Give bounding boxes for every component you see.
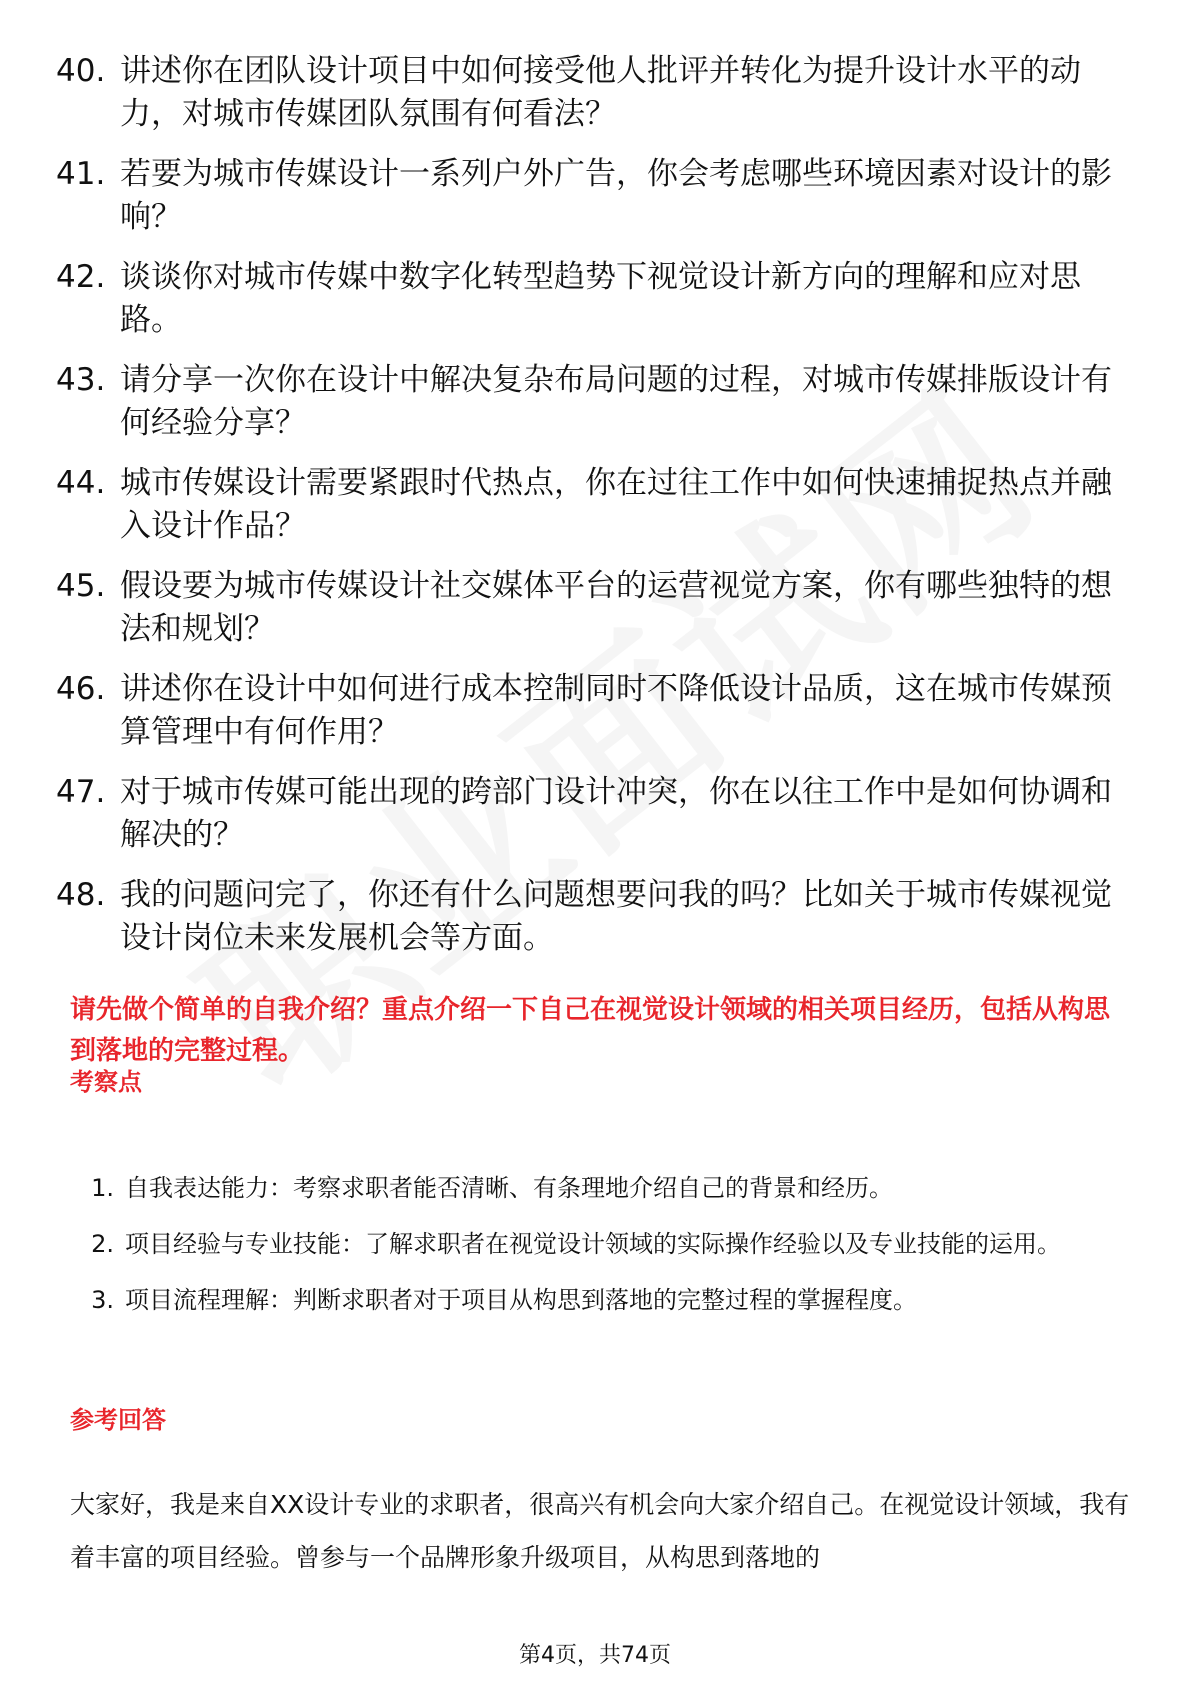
question-text: 假设要为城市传媒设计社交媒体平台的运营视觉方案，你有哪些独特的想法和规划？ xyxy=(120,568,1112,647)
question-item xyxy=(56,874,1136,960)
question-item xyxy=(56,153,1136,239)
question-text: 请分享一次你在设计中解决复杂布局问题的过程，对城市传媒排版设计有何经验分享？ xyxy=(120,362,1112,441)
reference-title: 参考回答 xyxy=(70,1406,166,1434)
question-item xyxy=(56,462,1136,548)
question-text: 讲述你在设计中如何进行成本控制同时不降低设计品质，这在城市传媒预算管理中有何作用？ xyxy=(120,671,1112,750)
kaochadian-text: 项目流程理解：判断求职者对于项目从构思到落地的完整过程的掌握程度。 xyxy=(125,1286,917,1314)
kaochadian-number: 3. xyxy=(91,1286,114,1314)
question-item xyxy=(56,50,1136,136)
reference-answer: 大家好，我是来自XX设计专业的求职者，很高兴有机会向大家介绍自己。在视觉设计领域，我有着丰富的项目经验。曾参与一个品牌形象升级项目，从构思到落地的 xyxy=(70,1490,1130,1572)
question-item xyxy=(56,771,1136,857)
question-item xyxy=(56,359,1136,445)
question-text: 谈谈你对城市传媒中数字化转型趋势下视觉设计新方向的理解和应对思路。 xyxy=(120,259,1081,338)
kaochadian-item xyxy=(70,1272,1130,1328)
question-number: 42. xyxy=(56,259,106,295)
kaochadian-item xyxy=(70,1160,1130,1216)
kaochadian-item xyxy=(70,1216,1130,1272)
question-text: 我的问题问完了，你还有什么问题想要问我的吗？比如关于城市传媒视觉设计岗位未来发展机会等方面。 xyxy=(120,877,1112,956)
question-item xyxy=(56,256,1136,342)
kaochadian-number: 1. xyxy=(91,1174,114,1202)
kaochadian-title: 考察点 xyxy=(70,1068,142,1096)
kaochadian-text: 项目经验与专业技能：了解求职者在视觉设计领域的实际操作经验以及专业技能的运用。 xyxy=(125,1230,1061,1258)
question-text: 若要为城市传媒设计一系列户外广告，你会考虑哪些环境因素对设计的影响？ xyxy=(120,156,1112,235)
question-text: 城市传媒设计需要紧跟时代热点，你在过往工作中如何快速捕捉热点并融入设计作品？ xyxy=(120,465,1112,544)
kaochadian-list xyxy=(70,1160,1130,1328)
kaochadian-text: 自我表达能力：考察求职者能否清晰、有条理地介绍自己的背景和经历。 xyxy=(125,1174,893,1202)
question-number: 44. xyxy=(56,465,106,501)
question-number: 46. xyxy=(56,671,106,707)
question-text: 对于城市传媒可能出现的跨部门设计冲突，你在以往工作中是如何协调和解决的？ xyxy=(120,774,1112,853)
kaochadian-number: 2. xyxy=(91,1230,114,1258)
question-number: 43. xyxy=(56,362,106,398)
page-footer: 第4页，共74页 xyxy=(519,1643,671,1668)
question-text: 讲述你在团队设计项目中如何接受他人批评并转化为提升设计水平的动力，对城市传媒团队氛围有何看法？ xyxy=(120,53,1081,132)
question-number: 45. xyxy=(56,568,106,604)
question-list xyxy=(56,50,1136,977)
question-number: 41. xyxy=(56,156,106,192)
question-item xyxy=(56,668,1136,754)
question-number: 47. xyxy=(56,774,106,810)
question-number: 40. xyxy=(56,53,106,89)
question-number: 48. xyxy=(56,877,106,913)
question-item xyxy=(56,565,1136,651)
highlight-question: 请先做个简单的自我介绍？重点介绍一下自己在视觉设计领域的相关项目经历，包括从构思到落地的完整过程。 xyxy=(70,995,1111,1066)
